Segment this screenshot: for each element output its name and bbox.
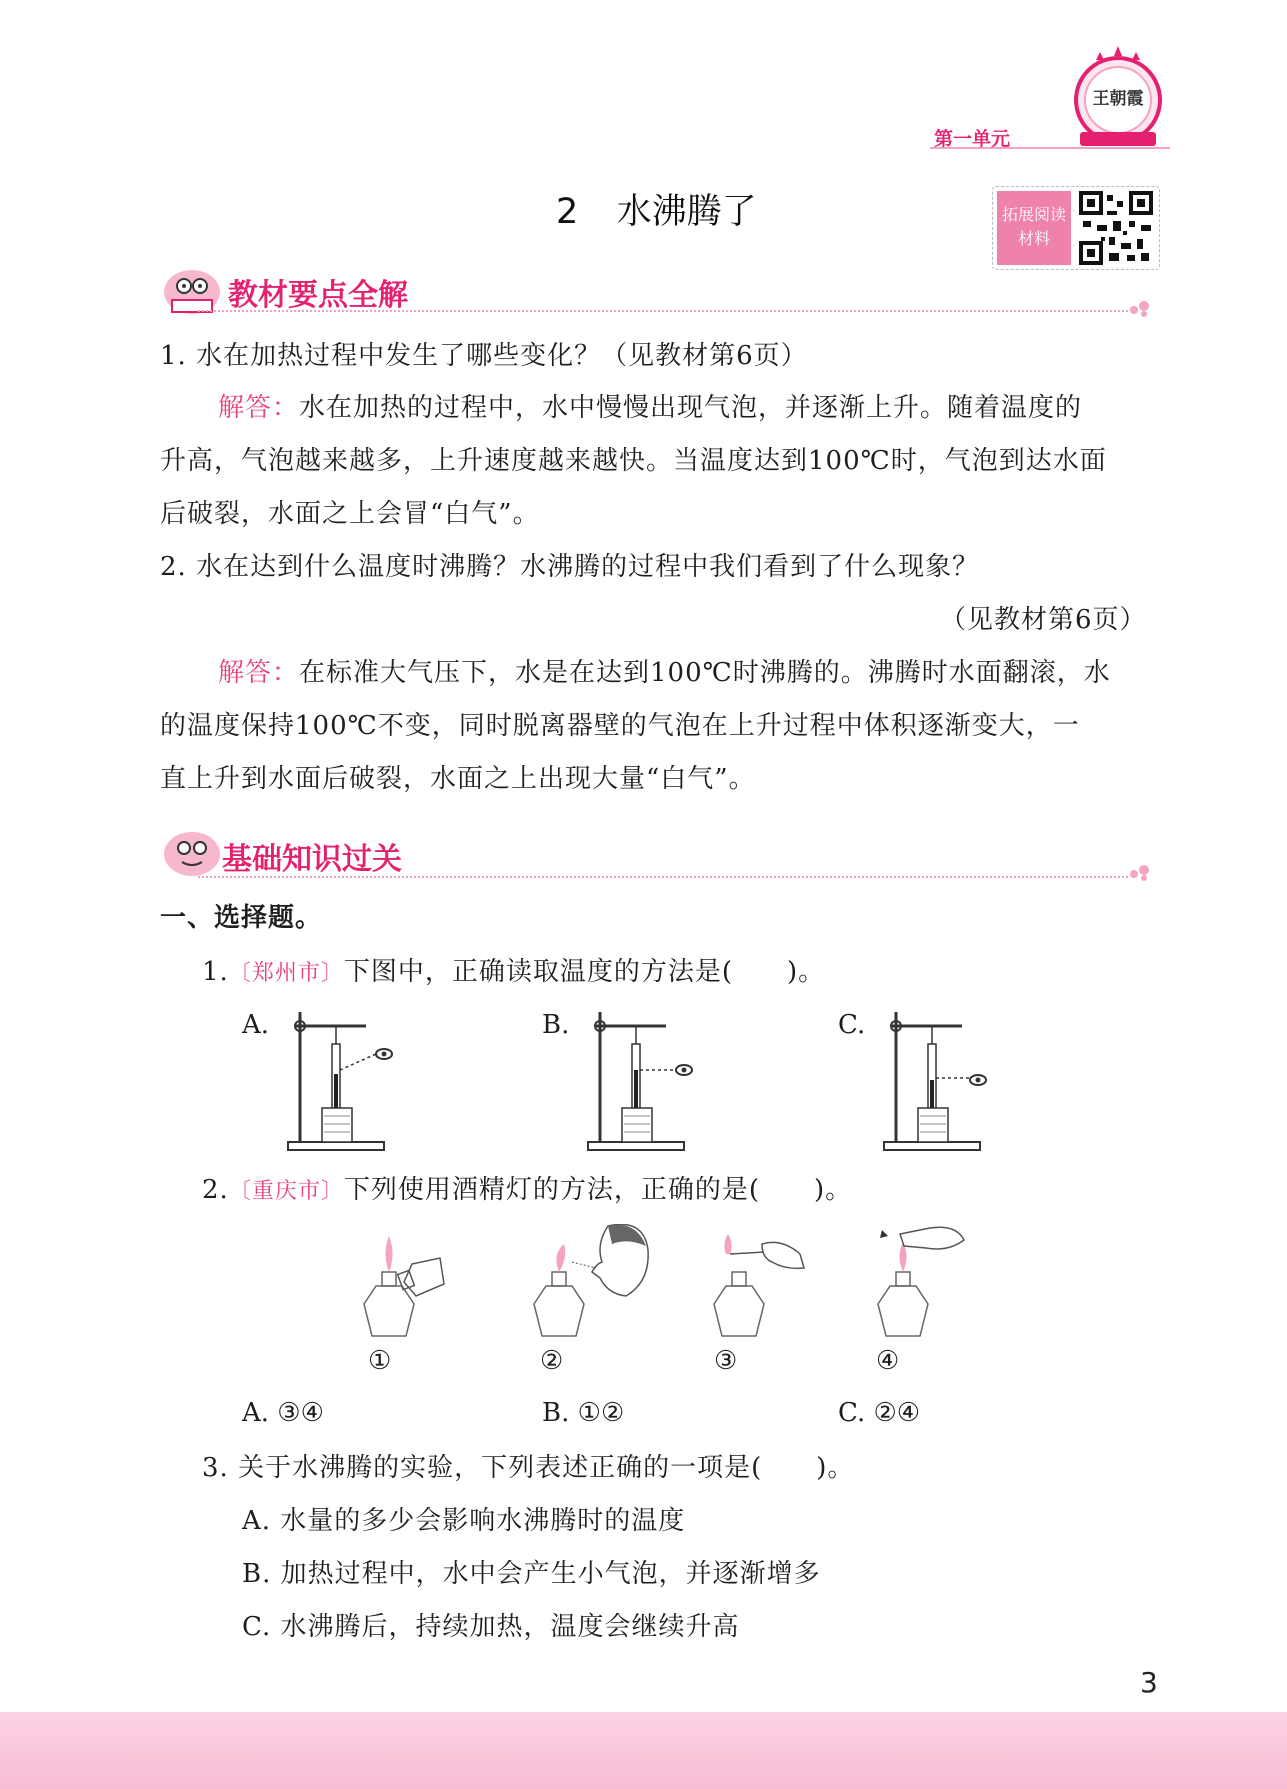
option-a[interactable]: A. 水量的多少会影响水沸腾时的温度 (242, 1506, 686, 1536)
unit-header (900, 40, 1180, 150)
question-2-text: 2. 水在达到什么温度时沸腾？水沸腾的过程中我们看到了什么现象？ (160, 552, 980, 582)
section-divider (198, 876, 1128, 878)
divider-dots-icon (1128, 862, 1158, 882)
section-divider (198, 310, 1128, 312)
lesson-title: 水沸腾了 (616, 192, 757, 232)
answer-2-text-1: 在标准大气压下，水是在达到100℃时沸腾的。沸腾时水面翻滚，水 (299, 658, 1111, 688)
choice-question-2 (202, 1172, 852, 1210)
divider-dots-icon (1128, 298, 1158, 318)
option-b[interactable]: B. ①② (542, 1398, 625, 1428)
option-c-label[interactable]: C. (838, 1010, 866, 1040)
choice-question-3: 3. 关于水沸腾的实验，下列表述正确的一项是( )。 (202, 1453, 855, 1483)
qr-box[interactable] (992, 186, 1160, 270)
answer-1-line-3: 后破裂，水面之上会冒“白气”。 (160, 499, 540, 529)
thermometer-figure-a (286, 1004, 406, 1154)
option-a-label[interactable]: A. (242, 1010, 270, 1040)
qr-label-1: 拓展阅读 (1001, 205, 1066, 224)
page-number: 3 (1140, 1666, 1158, 1699)
question-number: 2. (202, 1175, 229, 1205)
answer-label: 解答： (218, 658, 300, 688)
answer-2-line-3: 直上升到水面后破裂，水面之上出现大量“白气”。 (160, 764, 756, 794)
question-text: 下列使用酒精灯的方法，正确的是( )。 (343, 1175, 853, 1205)
answer-2-line-1 (218, 655, 1111, 691)
question-1-text: 1. 水在加热过程中发生了哪些变化？（见教材第6页） (160, 341, 808, 371)
badge-name: 王朝霞 (1092, 89, 1144, 109)
option-c[interactable]: C. ②④ (838, 1398, 921, 1428)
answer-1-text-1: 水在加热的过程中，水中慢慢出现气泡，并逐渐上升。随着温度的 (299, 393, 1083, 423)
alcohol-lamp-figure-2 (516, 1224, 656, 1344)
mascot-thinking-icon (158, 826, 228, 878)
answer-1-line-1 (218, 390, 1082, 426)
qr-label-2: 材料 (1017, 229, 1050, 248)
section-title-key-points: 教材要点全解 (228, 278, 408, 313)
figure-label-4: ④ (876, 1346, 900, 1376)
answer-2-line-2: 的温度保持100℃不变，同时脱离器壁的气泡在上升过程中体积逐渐变大，一 (160, 711, 1080, 741)
section-title-basic-knowledge: 基础知识过关 (222, 842, 402, 877)
qr-code-icon (1079, 191, 1153, 265)
option-b-label[interactable]: B. (542, 1010, 570, 1040)
question-text: 下图中，正确读取温度的方法是( )。 (343, 957, 826, 987)
page-title (556, 184, 757, 234)
option-a[interactable]: A. ③④ (242, 1398, 324, 1428)
option-c[interactable]: C. 水沸腾后，持续加热，温度会继续升高 (242, 1612, 740, 1642)
region-tag: 〔郑州市〕 (228, 961, 344, 986)
lesson-number: 2 (556, 192, 579, 232)
alcohol-lamp-figure-3 (696, 1224, 816, 1344)
question-2-ref: （见教材第6页） (940, 605, 1147, 635)
figure-label-3: ③ (714, 1346, 738, 1376)
question-number: 1. (202, 957, 229, 987)
answer-1-line-2: 升高，气泡越来越多，上升速度越来越快。当温度达到100℃时，气泡到达水面 (160, 446, 1107, 476)
alcohol-lamp-figure-1 (346, 1224, 456, 1344)
part-title: 一、选择题。 (160, 903, 323, 933)
qr-label-box (997, 191, 1071, 265)
thermometer-figure-b (586, 1004, 706, 1154)
option-b[interactable]: B. 加热过程中，水中会产生小气泡，并逐渐增多 (242, 1559, 821, 1589)
thermometer-figure-c (882, 1004, 1002, 1154)
figure-label-1: ① (368, 1346, 392, 1376)
unit-label: 第一单元 (934, 128, 1011, 150)
region-tag: 〔重庆市〕 (228, 1179, 344, 1204)
figure-label-2: ② (540, 1346, 564, 1376)
answer-label: 解答： (218, 393, 300, 423)
choice-question-1 (202, 954, 825, 992)
footer-band (0, 1712, 1287, 1789)
alcohol-lamp-figure-4 (860, 1224, 980, 1344)
mascot-reading-icon (158, 264, 228, 316)
